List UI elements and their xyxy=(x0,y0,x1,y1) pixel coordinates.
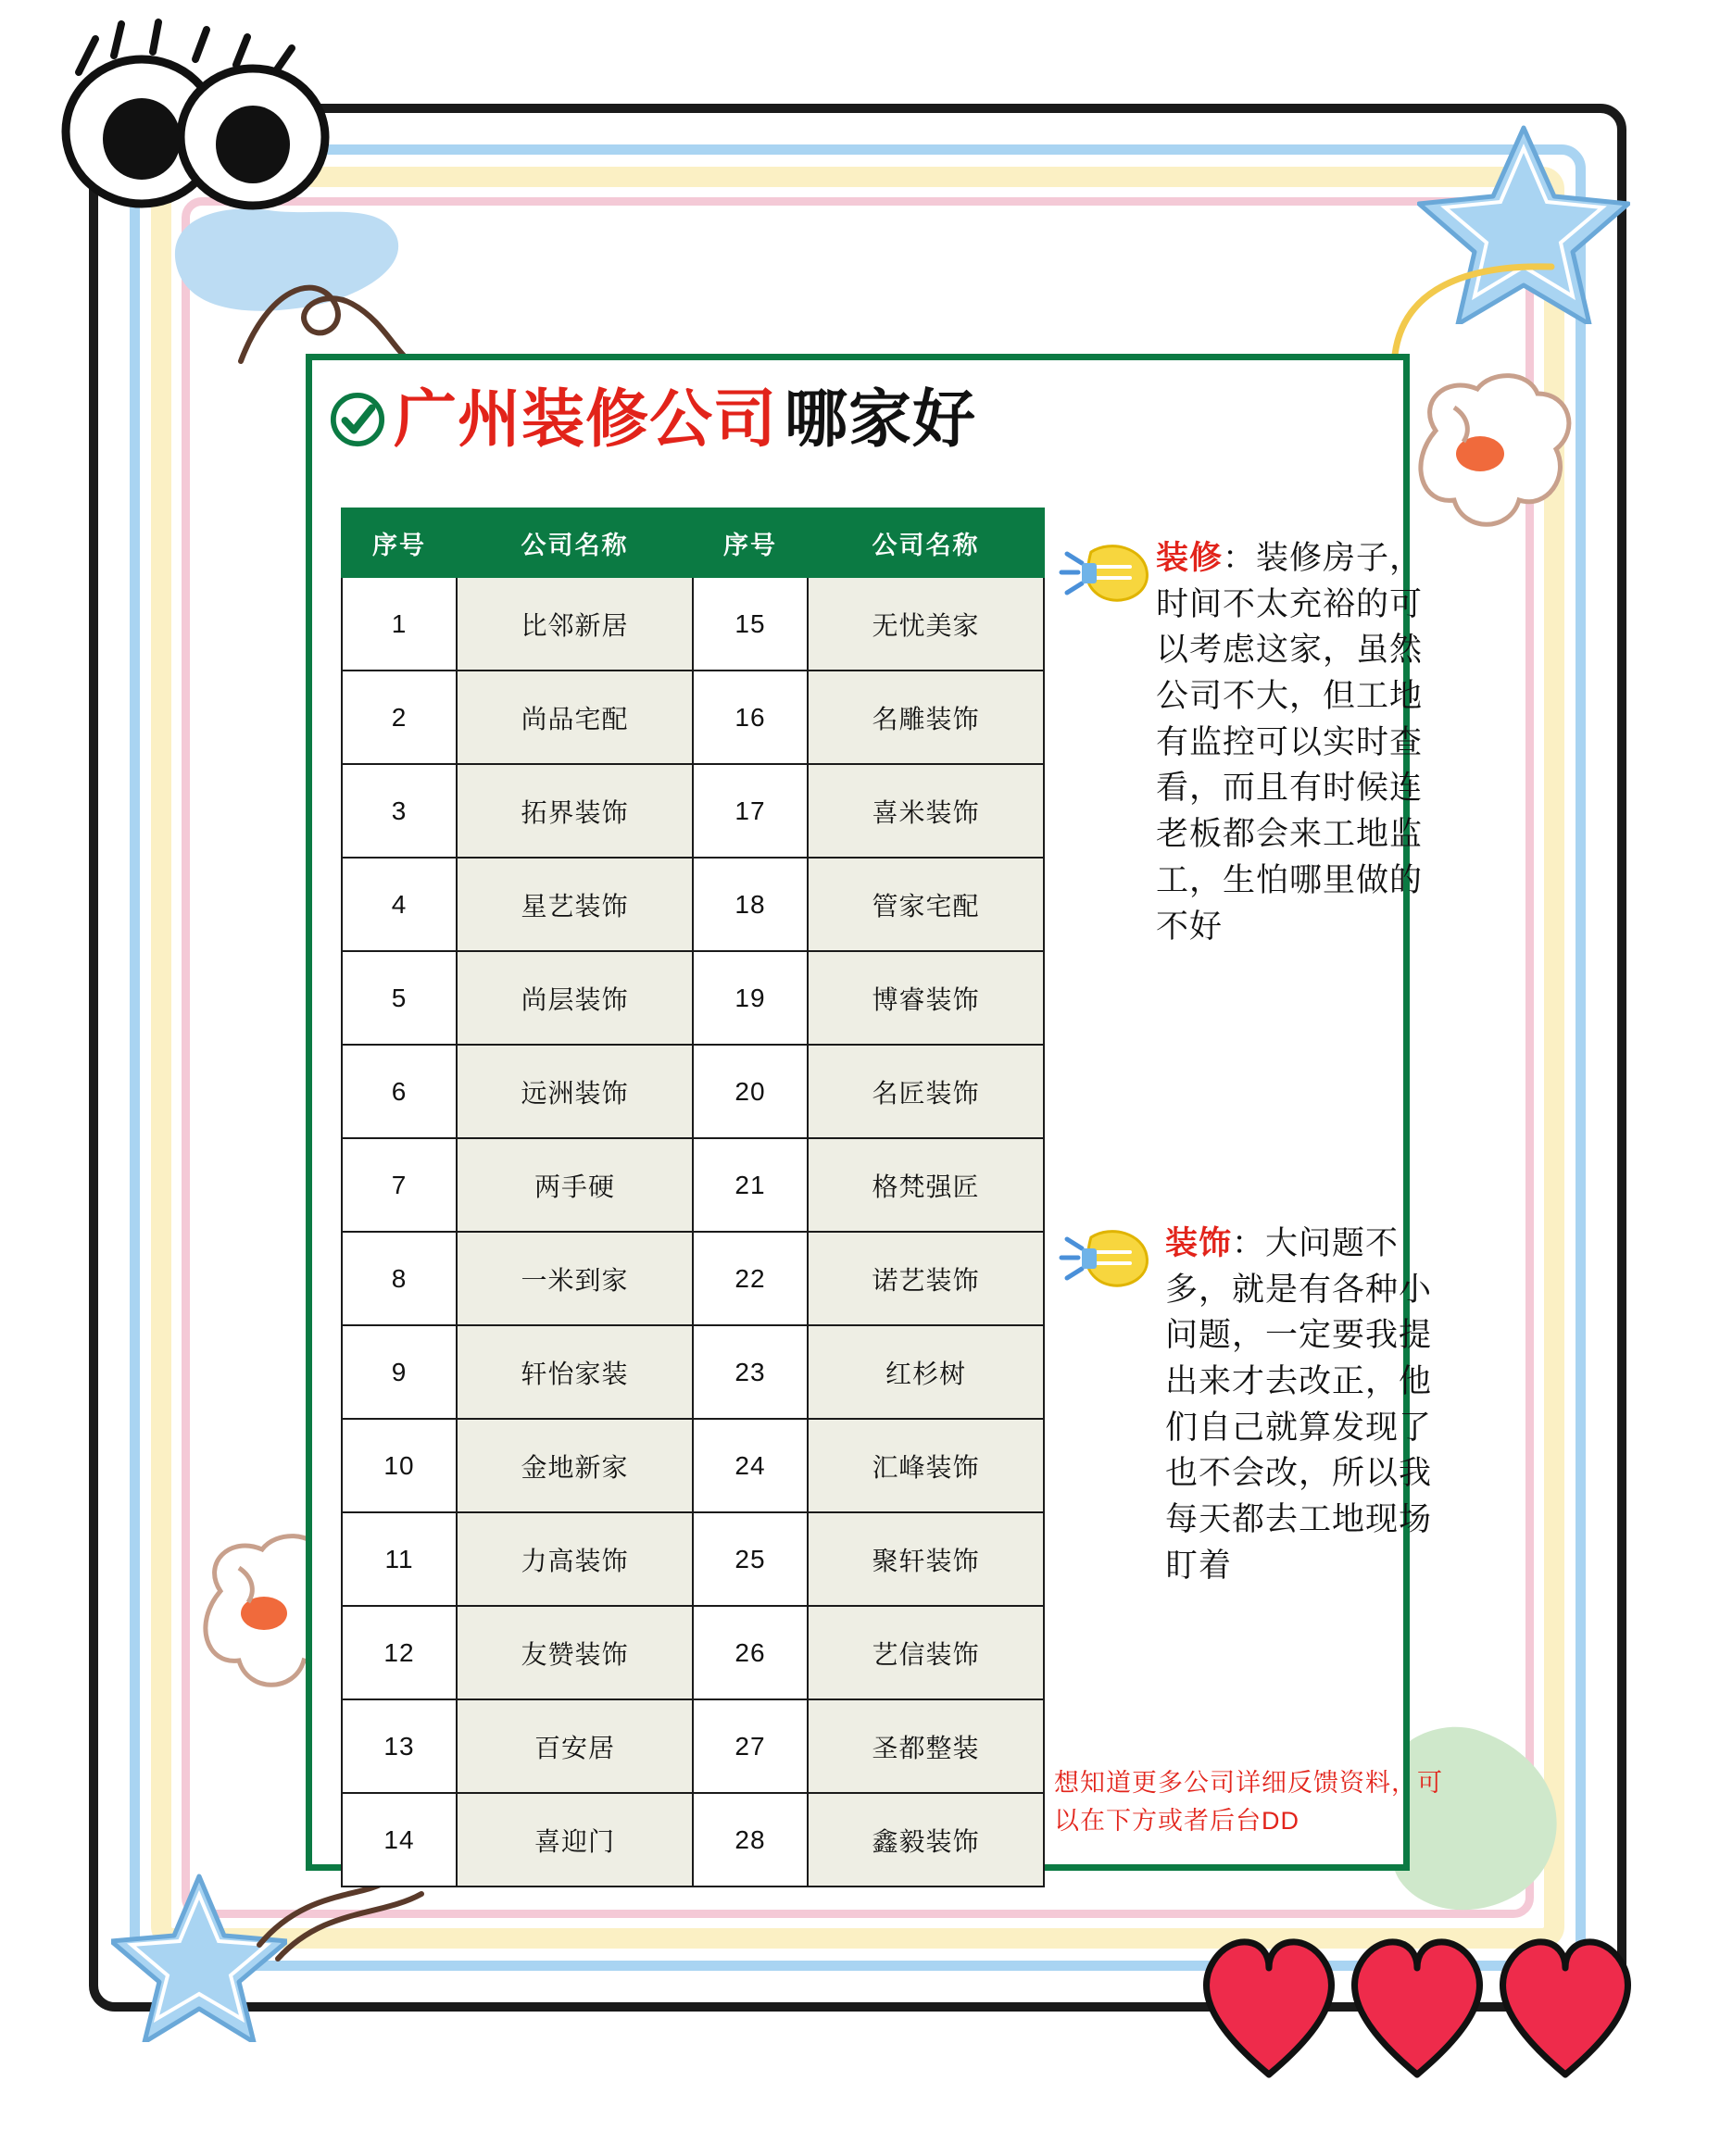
table-header-cell: 序号 xyxy=(693,508,808,577)
table-row xyxy=(342,1793,1044,1886)
cell-company: 红杉树 xyxy=(808,1325,1044,1419)
cell-company: 聚轩装饰 xyxy=(808,1512,1044,1606)
note-block-decoration-2 xyxy=(1054,1221,1448,1589)
title-highlight: 广州装修公司 xyxy=(394,384,778,455)
hearts-doodle xyxy=(1195,1917,1639,2084)
title-rest: 哪家好 xyxy=(785,384,977,455)
cell-index: 20 xyxy=(693,1045,808,1138)
cell-company: 博睿装饰 xyxy=(808,951,1044,1045)
cell-index: 25 xyxy=(693,1512,808,1606)
table-header-cell: 公司名称 xyxy=(808,508,1044,577)
company-table xyxy=(341,508,1045,1887)
cell-index: 2 xyxy=(342,671,457,764)
table-header-row xyxy=(342,508,1044,577)
cell-company: 管家宅配 xyxy=(808,858,1044,951)
cell-company: 星艺装饰 xyxy=(457,858,693,951)
cell-company: 远洲装饰 xyxy=(457,1045,693,1138)
table-row xyxy=(342,577,1044,671)
cell-company: 无忧美家 xyxy=(808,577,1044,671)
cell-index: 15 xyxy=(693,577,808,671)
cell-company: 格梵强匠 xyxy=(808,1138,1044,1232)
table-row xyxy=(342,858,1044,951)
cell-index: 24 xyxy=(693,1419,808,1512)
note-body: ：装修房子，时间不太充裕的可以考虑这家，虽然公司不大，但工地有监控可以实时查看，而且有时候连老板都会来工地监工，生怕哪里做的不好 xyxy=(1156,540,1424,945)
cell-index: 14 xyxy=(342,1793,457,1886)
cell-company: 比邻新居 xyxy=(457,577,693,671)
table-row xyxy=(342,1325,1044,1419)
note-label: 装饰 xyxy=(1165,1225,1233,1261)
cell-index: 28 xyxy=(693,1793,808,1886)
cell-company: 拓界装饰 xyxy=(457,764,693,858)
cell-company: 圣都整装 xyxy=(808,1699,1044,1793)
table-header-cell: 公司名称 xyxy=(457,508,693,577)
cell-index: 6 xyxy=(342,1045,457,1138)
cell-index: 5 xyxy=(342,951,457,1045)
cell-company: 名匠装饰 xyxy=(808,1045,1044,1138)
cell-company: 友赞装饰 xyxy=(457,1606,693,1699)
cell-index: 19 xyxy=(693,951,808,1045)
table-row xyxy=(342,1606,1044,1699)
cell-company: 百安居 xyxy=(457,1699,693,1793)
table-row xyxy=(342,951,1044,1045)
cell-index: 10 xyxy=(342,1419,457,1512)
cell-company: 汇峰装饰 xyxy=(808,1419,1044,1512)
cell-company: 一米到家 xyxy=(457,1232,693,1325)
cell-index: 21 xyxy=(693,1138,808,1232)
footer-note: 想知道更多公司详细反馈资料，可以在下方或者后台DD xyxy=(1054,1769,1443,1835)
table-header-cell: 序号 xyxy=(342,508,457,577)
table-row xyxy=(342,1232,1044,1325)
table-row xyxy=(342,671,1044,764)
cell-index: 18 xyxy=(693,858,808,951)
cell-company: 名雕装饰 xyxy=(808,671,1044,764)
note-block-decoration xyxy=(1054,535,1448,949)
table-row xyxy=(342,1138,1044,1232)
cell-index: 7 xyxy=(342,1138,457,1232)
cell-index: 12 xyxy=(342,1606,457,1699)
lightbulb-icon xyxy=(1054,535,1165,615)
googly-eyes-doodle xyxy=(42,19,347,222)
cell-company: 轩怡家装 xyxy=(457,1325,693,1419)
corner-arc-doodle xyxy=(1389,259,1556,380)
cell-company: 金地新家 xyxy=(457,1419,693,1512)
check-circle-icon xyxy=(329,391,386,448)
cell-index: 8 xyxy=(342,1232,457,1325)
cell-index: 1 xyxy=(342,577,457,671)
page-title xyxy=(329,378,1385,461)
cell-company: 两手硬 xyxy=(457,1138,693,1232)
cell-index: 23 xyxy=(693,1325,808,1419)
cell-index: 17 xyxy=(693,764,808,858)
cell-company: 喜迎门 xyxy=(457,1793,693,1886)
cell-company: 尚品宅配 xyxy=(457,671,693,764)
table-row xyxy=(342,1699,1044,1793)
lightbulb-icon xyxy=(1054,1221,1165,1300)
cell-company: 鑫毅装饰 xyxy=(808,1793,1044,1886)
table-row xyxy=(342,1419,1044,1512)
cell-index: 13 xyxy=(342,1699,457,1793)
cell-index: 16 xyxy=(693,671,808,764)
cell-index: 27 xyxy=(693,1699,808,1793)
note-label: 装修 xyxy=(1156,540,1224,576)
table-row xyxy=(342,764,1044,858)
cell-index: 4 xyxy=(342,858,457,951)
cell-index: 26 xyxy=(693,1606,808,1699)
cell-company: 诺艺装饰 xyxy=(808,1232,1044,1325)
note-body: ：大问题不多，就是有各种小问题，一定要我提出来才去改正，他们自己就算发现了也不会改，所以我每天都去工地现场盯着 xyxy=(1165,1225,1433,1584)
table-row xyxy=(342,1045,1044,1138)
cell-index: 3 xyxy=(342,764,457,858)
cell-index: 9 xyxy=(342,1325,457,1419)
cell-index: 22 xyxy=(693,1232,808,1325)
cell-index: 11 xyxy=(342,1512,457,1606)
cell-company: 艺信装饰 xyxy=(808,1606,1044,1699)
table-row xyxy=(342,1512,1044,1606)
cell-company: 尚层装饰 xyxy=(457,951,693,1045)
company-table-wrapper xyxy=(341,508,1028,1887)
cell-company: 力高装饰 xyxy=(457,1512,693,1606)
cell-company: 喜米装饰 xyxy=(808,764,1044,858)
